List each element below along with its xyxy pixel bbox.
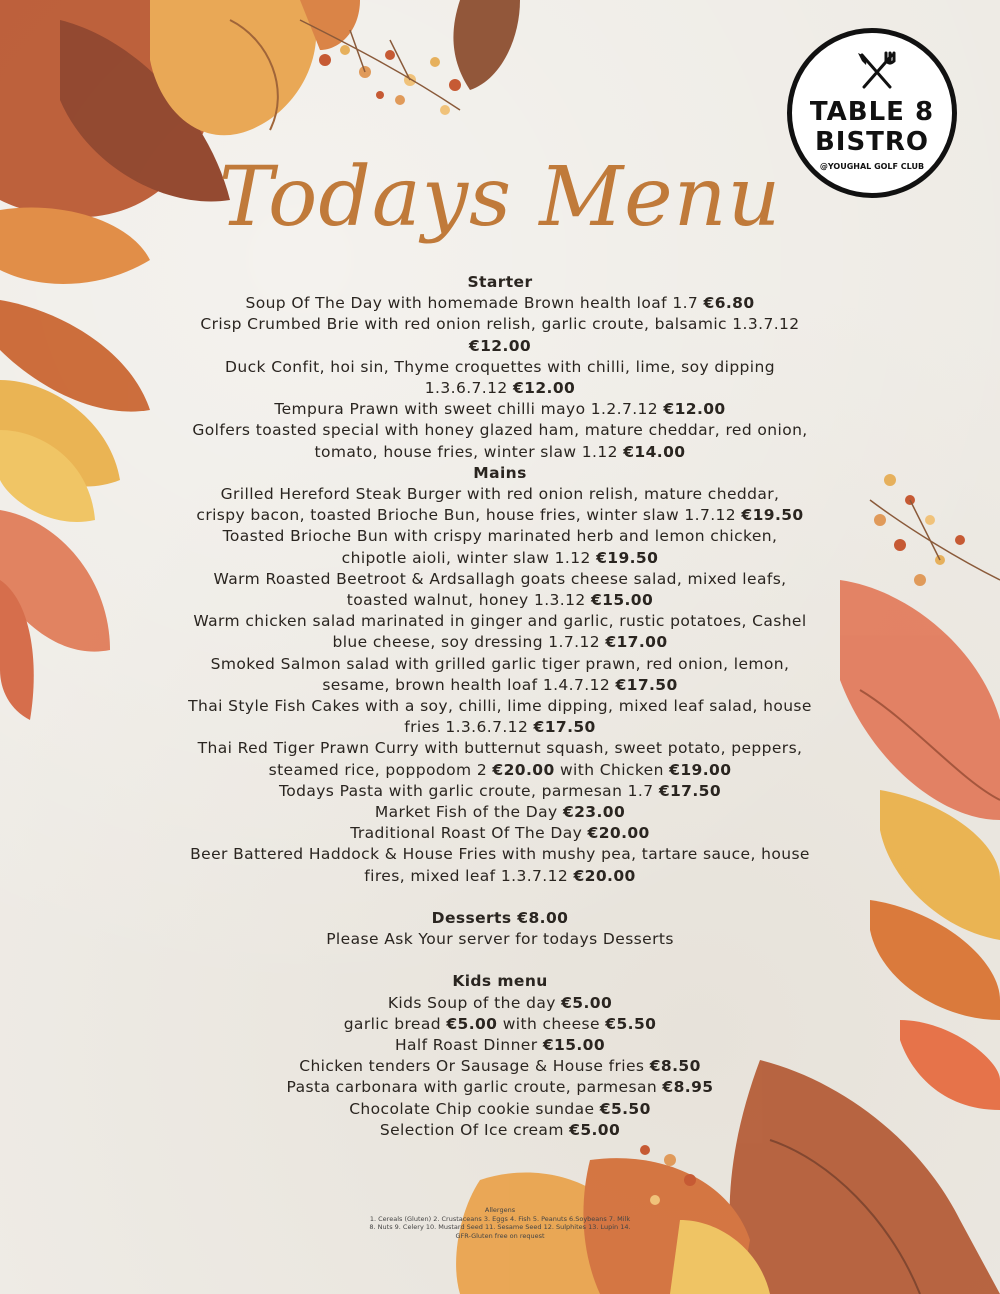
menu-item-price: €6.80 [703,294,755,313]
menu-item-price: €23.00 [562,803,626,822]
desserts-heading: Desserts €8.00 [431,908,569,927]
menu-item-line [170,314,830,335]
menu-item-line [170,738,830,759]
menu-item-line [170,526,830,547]
menu-body [170,272,830,1141]
menu-item-price: €17.50 [615,675,678,694]
fork-knife-icon [854,51,900,93]
menu-item-price: €5.00 [446,1014,498,1033]
menu-item-price: €19.50 [741,506,804,525]
menu-item-text: steamed rice, poppodom 2 [268,760,493,779]
menu-item-price: €19.50 [596,548,659,567]
menu-item-text: toasted walnut, honey 1.3.12 [346,591,591,610]
menu-item-price: €12.00 [513,379,576,398]
menu-item-text: 1.3.6.7.12 [424,379,513,398]
menu-item-text: Kids Soup of the day [387,993,562,1012]
menu-item-text: Warm chicken salad marinated in ginger and garlic, rustic potatoes, Cashel [193,612,807,631]
menu-item-line [170,866,830,887]
menu-item-line [170,1120,830,1141]
menu-item-line [170,442,830,463]
menu-item-text: crispy bacon, toasted Brioche Bun, house fries, winter slaw 1.7.12 [196,506,742,525]
allergens-line: 8. Nuts 9. Celery 10. Mustard Seed 11. Sesame Seed 12. Sulphites 13. Lupin 14. [369,1223,631,1231]
menu-item-price: €15.00 [542,1035,606,1054]
menu-item-line [170,844,830,865]
menu-item-text: Beer Battered Haddock & House Fries with mushy pea, tartare sauce, house [190,845,810,864]
menu-item-line [170,993,830,1014]
menu-item-text: fries 1.3.6.7.12 [404,718,534,737]
menu-item-price: €12.00 [663,400,726,419]
starter-list [170,293,830,463]
menu-item-line [170,823,830,844]
allergens-note [330,1206,670,1240]
menu-item-line [170,484,830,505]
menu-item-line [170,399,830,420]
menu-item-price: €17.50 [533,718,596,737]
page-title: Todays Menu [218,150,782,245]
menu-item-line [170,357,830,378]
menu-item-text: Thai Red Tiger Prawn Curry with butternut squash, sweet potato, peppers, [197,739,803,758]
menu-item-text: Chicken tenders Or Sausage & House fries [299,1057,650,1076]
menu-item-text: fires, mixed leaf 1.3.7.12 [364,866,574,885]
menu-item-text: Warm Roasted Beetroot & Ardsallagh goats cheese salad, mixed leafs, [213,569,787,588]
logo-line-1: TABLE 8 [809,97,935,127]
menu-item-text: Smoked Salmon salad with grilled garlic tiger prawn, red onion, lemon, [210,654,790,673]
menu-item-line [170,378,830,399]
menu-item-price: €5.00 [569,1120,621,1139]
menu-item-text: Soup Of The Day with homemade Brown health loaf 1.7 [245,294,704,313]
menu-item-line [170,1014,830,1035]
menu-item-line [170,696,830,717]
menu-item-line [170,569,830,590]
menu-item-line [170,717,830,738]
menu-item-text: Crisp Crumbed Brie with red onion relish, garlic croute, balsamic 1.3.7.12 [200,315,800,334]
menu-item-text: Traditional Roast Of The Day [350,824,588,843]
menu-item-text: chipotle aioli, winter slaw 1.12 [341,548,597,567]
menu-item-line [170,1035,830,1056]
starter-heading: Starter [467,273,533,291]
menu-item-line [170,293,830,314]
menu-item-text: blue cheese, soy dressing 1.7.12 [332,633,606,652]
allergens-heading: Allergens [484,1206,516,1214]
menu-item-price: €5.50 [599,1099,651,1118]
menu-item-text: sesame, brown health loaf 1.4.7.12 [322,675,616,694]
mains-list [170,484,830,887]
logo-line-2: BISTRO [814,127,930,157]
menu-item-line [170,336,830,357]
menu-item-text: Golfers toasted special with honey glazed ham, mature cheddar, red onion, [192,421,808,440]
menu-item-text: with cheese [497,1014,606,1033]
allergens-line: GFR-Gluten free on request [455,1231,545,1240]
menu-item-price: €14.00 [623,442,686,461]
menu-item-price: €8.95 [662,1078,714,1097]
menu-item-line [170,632,830,653]
menu-item-price: €5.00 [561,993,613,1012]
menu-item-price: €19.00 [669,760,732,779]
menu-item-line [170,654,830,675]
menu-item-line [170,781,830,802]
menu-item-price: €8.50 [649,1057,701,1076]
menu-item-text: Selection Of Ice cream [379,1120,570,1139]
menu-item-line [170,548,830,569]
menu-item-text: Market Fish of the Day [374,803,563,822]
menu-item-text: Chocolate Chip cookie sundae [349,1099,600,1118]
menu-item-line [170,420,830,441]
menu-item-line [170,505,830,526]
menu-item-price: €12.00 [468,336,532,355]
menu-item-text: Duck Confit, hoi sin, Thyme croquettes with chilli, lime, soy dipping [225,357,775,376]
desserts-note: Please Ask Your server for todays Desserts [326,930,674,949]
menu-item-price: €20.00 [492,760,555,779]
menu-item-text: garlic bread [343,1014,447,1033]
menu-item-text: Half Roast Dinner [394,1035,543,1054]
menu-item-price: €20.00 [587,824,650,843]
menu-item-price: €20.00 [573,866,636,885]
menu-item-line [170,675,830,696]
menu-item-text: Todays Pasta with garlic croute, parmesan 1.7 [278,781,659,800]
menu-item-line [170,590,830,611]
kids-heading: Kids menu [452,972,548,991]
menu-item-text: Toasted Brioche Bun with crispy marinated herb and lemon chicken, [222,527,778,546]
kids-list [170,993,830,1141]
mains-heading: Mains [473,463,527,482]
menu-item-line [170,611,830,632]
allergens-line: 1. Cereals (Gluten) 2. Crustaceans 3. Eggs 4. Fish 5. Peanuts 6.Soybeans 7. Milk [369,1214,631,1223]
menu-item-text: Thai Style Fish Cakes with a soy, chilli, lime dipping, mixed leaf salad, house [188,697,812,716]
menu-item-line [170,1056,830,1077]
menu-item-price: €15.00 [590,591,654,610]
menu-item-text: tomato, house fries, winter slaw 1.12 [314,442,624,461]
menu-item-text: Grilled Hereford Steak Burger with red onion relish, mature cheddar, [220,485,780,504]
menu-item-line [170,760,830,781]
menu-item-price: €5.50 [605,1014,657,1033]
menu-item-price: €17.50 [658,781,722,800]
menu-item-line [170,1099,830,1120]
logo-tagline: @YOUGHAL GOLF CLUB [819,162,925,171]
menu-item-price: €17.00 [605,633,668,652]
menu-item-line [170,1077,830,1098]
menu-item-text: Tempura Prawn with sweet chilli mayo 1.2.7.12 [274,400,664,419]
menu-item-line [170,802,830,823]
menu-item-text: Pasta carbonara with garlic croute, parmesan [286,1078,663,1097]
menu-item-text: with Chicken [554,760,670,779]
